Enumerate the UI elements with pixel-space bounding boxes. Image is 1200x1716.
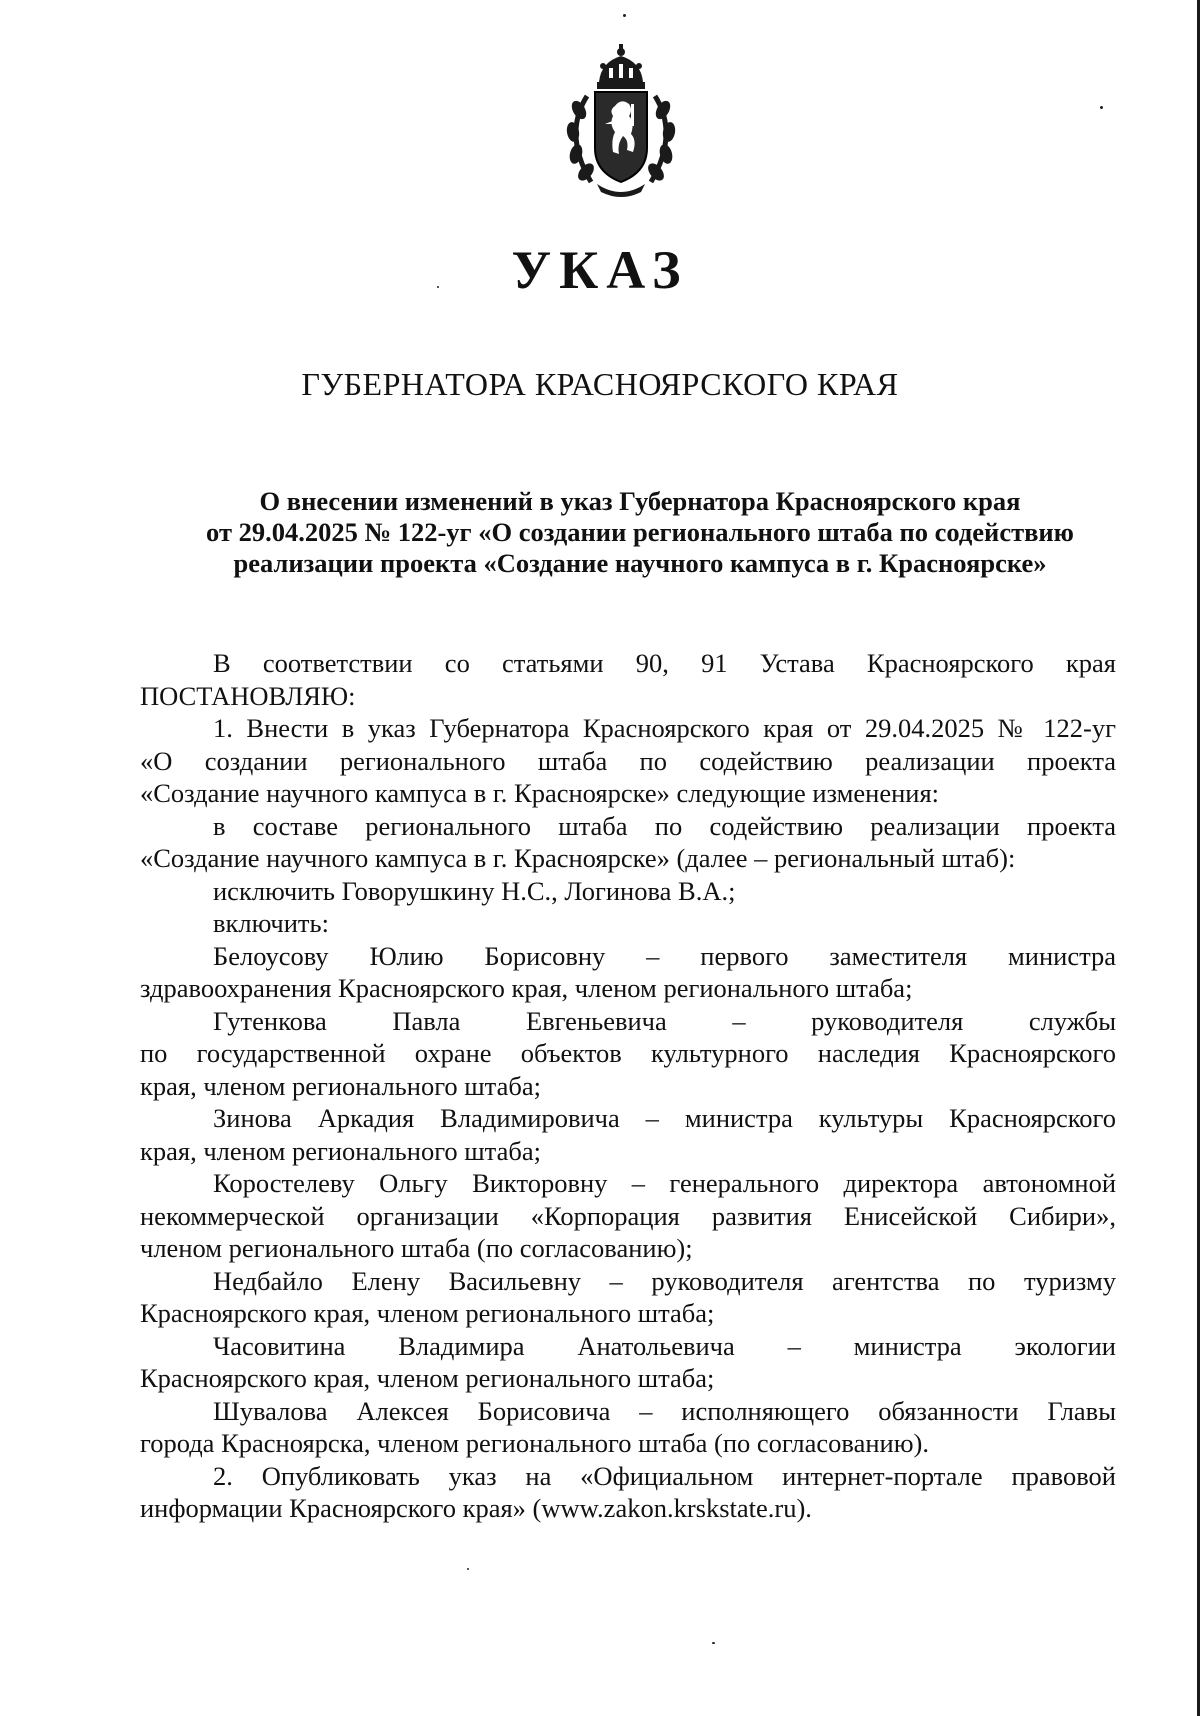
body-line: исключить Говорушкину Н.С., Логинова В.А.; [213,875,736,906]
heading-line: от 29.04.2025 № 122-уг «О создании регионального штаба по содействию [206,517,1074,547]
body-line: информации Красноярского края» (www.zakon.krskstate.ru). [140,1493,812,1523]
body-line: В соответствии со статьями 90, 91 Устава Красноярского края [213,648,1116,678]
body-line: некоммерческой организации «Корпорация развития Енисейской Сибири», [140,1200,1116,1231]
body-line: края, членом регионального штаба; [140,1135,541,1166]
body-line: Красноярского края, членом регионального штаба; [140,1298,715,1328]
heading-line: О внесении изменений в указ Губернатора Красноярского края [259,486,1021,516]
body-line: 1. Внести в указ Губернатора Красноярского края от 29.04.2025 № 122-уг [213,713,1116,743]
document-title: УКАЗ [511,240,689,300]
body-line: Недбайло Елену Васильевну – руководителя агентства по туризму [213,1265,1116,1296]
body-line: по государственной охране объектов культурного наследия Красноярского [140,1038,1116,1068]
body-line: Часовитина Владимира Анатольевича – министра экологии [213,1330,1116,1361]
body-line: здравоохранения Красноярского края, членом регионального штаба; [140,973,913,1003]
body-line: «Создание научного кампуса в г. Красноярске» (далее – региональный штаб): [140,843,1016,873]
body-line: Гутенкова Павла Евгеньевича – руководителя службы [213,1005,1116,1036]
scan-speck [467,1568,469,1570]
body-line: Коростелеву Ольгу Викторовну – генерального директора автономной [213,1168,1116,1198]
body-line: включить: [213,908,329,938]
scan-speck [623,14,626,17]
decree-heading [140,486,1140,579]
body-line: края, членом регионального штаба; [140,1070,541,1101]
body-line: Белоусову Юлию Борисовну – первого заместителя министра [213,940,1116,971]
body-line: ПОСТАНОВЛЯЮ: [140,680,356,711]
body-line: Шувалова Алексея Борисовича – исполняющего обязанности Главы [213,1395,1116,1426]
heading-line: реализации проекта «Создание научного кампуса в г. Красноярске» [233,548,1047,578]
body-line: 2. Опубликовать указ на «Официальном интернет-портале правовой [213,1460,1116,1491]
body-line: в составе регионального штаба по содействию реализации проекта [213,810,1116,841]
scan-speck [1100,106,1103,109]
document-subtitle: ГУБЕРНАТОРА КРАСНОЯРСКОГО КРАЯ [301,366,899,402]
body-line: «О создании регионального штаба по содействию реализации проекта [140,745,1116,776]
body-line: Зинова Аркадия Владимировича – министра культуры Красноярского [213,1103,1116,1133]
scan-speck [712,1642,715,1644]
body-line: «Создание научного кампуса в г. Красноярске» следующие изменения: [140,778,940,808]
coat-of-arms-icon [557,44,685,200]
body-line: города Красноярска, членом регионального штаба (по согласованию). [140,1428,929,1458]
scan-speck [437,286,439,288]
decree-body [140,647,1116,1525]
body-line: членом регионального штаба (по согласованию); [140,1233,693,1263]
body-line: Красноярского края, членом регионального штаба; [140,1363,715,1393]
